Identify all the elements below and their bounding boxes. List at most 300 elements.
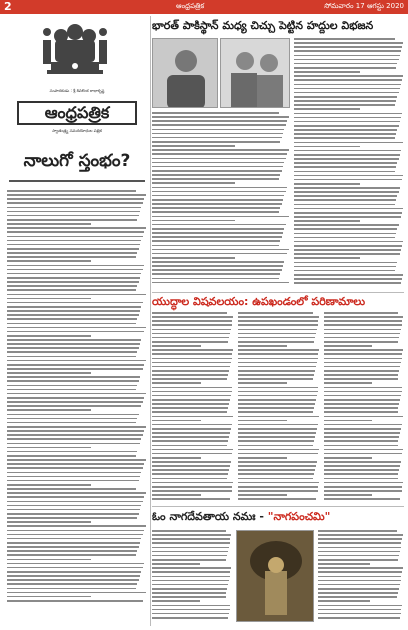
text-line: [294, 270, 395, 272]
text-line: [294, 67, 396, 69]
text-line: [152, 473, 228, 475]
text-line: [238, 395, 317, 397]
text-line: [7, 459, 146, 461]
text-line: [7, 463, 144, 465]
text-line: [7, 269, 143, 271]
left-column: [5, 16, 148, 626]
text-line: [152, 407, 228, 409]
text-line: [7, 318, 137, 320]
text-line: [294, 100, 396, 102]
text-line: [238, 411, 313, 413]
text-line: [318, 542, 401, 544]
text-line: [152, 534, 231, 536]
text-line: [7, 252, 137, 254]
text-line: [7, 542, 140, 544]
text-line: [7, 335, 91, 337]
text-line: [7, 484, 91, 486]
text-line: [324, 391, 402, 393]
text-line: [152, 265, 283, 267]
text-line: [318, 596, 397, 598]
text-line: [238, 374, 314, 376]
text-line: [152, 203, 282, 205]
text-line: [152, 403, 229, 405]
text-line: [152, 158, 286, 160]
text-line: [152, 391, 232, 393]
text-line: [324, 465, 400, 467]
text-line: [294, 55, 400, 57]
text-line: [324, 469, 399, 471]
text-line: [152, 269, 282, 271]
text-line: [152, 362, 231, 364]
text-line: [294, 195, 397, 197]
text-line: [152, 609, 230, 611]
text-line: [324, 449, 403, 451]
text-line: [324, 486, 402, 488]
text-line: [294, 129, 397, 131]
text-line: [318, 530, 397, 532]
text-line: [7, 256, 136, 258]
text-line: [294, 108, 360, 110]
text-line: [7, 331, 144, 333]
text-line: [152, 428, 231, 430]
text-line: [318, 567, 403, 569]
story-2-headline: యుద్ధాల విషవలయం: ఉపఖండంలో పరిణామాలు: [152, 292, 404, 310]
text-line: [7, 236, 143, 238]
text-line: [294, 63, 397, 65]
text-line: [152, 358, 232, 360]
text-line: [7, 190, 136, 192]
text-line: [152, 432, 230, 434]
text-line: [294, 96, 397, 98]
story-3-photo: [236, 530, 314, 622]
text-line: [294, 79, 402, 81]
text-line: [152, 461, 231, 463]
text-line: [318, 605, 402, 607]
story-3-text-a: [152, 530, 232, 621]
text-line: [324, 337, 399, 339]
text-line: [294, 84, 401, 86]
text-line: [152, 469, 229, 471]
text-line: [152, 282, 289, 284]
text-line: [324, 420, 372, 422]
text-line: [324, 453, 402, 455]
text-line: [152, 249, 289, 251]
text-line: [7, 227, 146, 229]
text-line: [152, 530, 226, 532]
text-line: [152, 149, 289, 151]
text-line: [7, 223, 91, 225]
text-line: [152, 567, 231, 569]
text-line: [324, 432, 400, 434]
text-line: [7, 194, 146, 196]
text-line: [294, 278, 402, 280]
text-line: [152, 580, 229, 582]
text-line: [324, 320, 402, 322]
text-line: [318, 592, 398, 594]
text-line: [152, 424, 232, 426]
text-line: [318, 617, 400, 619]
text-line: [152, 555, 227, 557]
text-line: [7, 302, 143, 304]
text-line: [238, 486, 318, 488]
text-line: [324, 440, 398, 442]
text-line: [318, 571, 402, 573]
text-line: [7, 488, 136, 490]
text-line: [7, 372, 91, 374]
text-line: [238, 387, 318, 389]
text-line: [238, 453, 318, 455]
text-line: [7, 343, 140, 345]
column-body-text: [7, 190, 147, 604]
issue-date: సోమవారం 17 ఆగస్టు 2020: [324, 2, 404, 10]
text-line: [324, 403, 399, 405]
text-line: [152, 333, 230, 335]
text-line: [7, 567, 143, 569]
text-line: [152, 162, 284, 164]
story-3-headline-part1: ఓం నాగదేవతాయ నమః -: [152, 510, 268, 523]
text-line: [152, 112, 279, 114]
text-line: [152, 329, 231, 331]
text-line: [324, 395, 401, 397]
text-line: [152, 559, 226, 561]
text-line: [294, 175, 403, 177]
text-line: [238, 494, 287, 496]
text-line: [7, 592, 146, 594]
text-line: [152, 129, 284, 131]
text-line: [7, 207, 141, 209]
text-line: [152, 576, 230, 578]
text-line: [324, 445, 398, 447]
text-line: [7, 414, 139, 416]
text-line: [152, 224, 286, 226]
text-line: [152, 245, 279, 247]
text-line: [7, 339, 141, 341]
story-1-text-a: [152, 112, 290, 286]
text-line: [318, 559, 398, 561]
text-line: [7, 306, 141, 308]
text-line: [324, 478, 398, 480]
text-line: [294, 146, 360, 148]
text-line: [152, 395, 231, 397]
text-line: [324, 490, 402, 492]
text-line: [152, 563, 200, 565]
text-line: [294, 224, 399, 226]
text-line: [318, 534, 403, 536]
text-line: [324, 457, 372, 459]
text-line: [7, 538, 141, 540]
text-line: [7, 409, 91, 411]
text-line: [7, 360, 146, 362]
text-line: [294, 274, 403, 276]
text-line: [152, 153, 287, 155]
text-line: [152, 494, 201, 496]
text-line: [7, 273, 141, 275]
text-line: [294, 183, 360, 185]
text-line: [7, 231, 144, 233]
text-line: [152, 261, 284, 263]
story-1-headline: భారత్ పాకిస్థాన్ మధ్య చిచ్చు పెట్టిన హద్దుల విభజన: [152, 19, 374, 32]
text-line: [238, 399, 316, 401]
story-2-text-a: [152, 312, 234, 502]
text-line: [294, 166, 396, 168]
text-line: [152, 440, 228, 442]
text-line: [152, 273, 280, 275]
story-2-text-b: [238, 312, 320, 502]
text-line: [294, 121, 400, 123]
text-line: [152, 382, 201, 384]
text-line: [152, 378, 227, 380]
text-line: [152, 195, 284, 197]
text-line: [324, 374, 398, 376]
text-line: [238, 420, 287, 422]
story-2-text-c: [324, 312, 404, 502]
text-line: [238, 424, 318, 426]
text-line: [152, 478, 227, 480]
story-1-text-b: [294, 38, 404, 286]
text-line: [7, 430, 144, 432]
text-line: [7, 368, 143, 370]
text-line: [152, 353, 232, 355]
text-line: [324, 416, 403, 418]
masthead-title: ఆంధ్రపత్రిక: [17, 101, 137, 125]
text-line: [7, 265, 144, 267]
text-line: [152, 453, 232, 455]
text-line: [294, 282, 401, 284]
text-line: [294, 199, 396, 201]
text-line: [152, 116, 289, 118]
text-line: [7, 447, 91, 449]
text-line: [324, 324, 402, 326]
text-line: [7, 327, 146, 329]
text-line: [7, 571, 141, 573]
text-line: [294, 162, 397, 164]
text-line: [294, 59, 399, 61]
text-line: [238, 449, 319, 451]
text-line: [7, 401, 143, 403]
text-line: [7, 559, 91, 561]
text-line: [7, 289, 136, 291]
text-line: [7, 563, 144, 565]
text-line: [7, 215, 139, 217]
text-line: [324, 362, 401, 364]
masthead-subtitle: సంపాదకుడు : శ్రీ శివలెంక రాధాకృష్ణ: [49, 88, 105, 93]
text-line: [7, 530, 144, 532]
text-line: [238, 403, 315, 405]
text-line: [152, 278, 279, 280]
text-line: [7, 546, 139, 548]
text-line: [238, 316, 319, 318]
text-line: [7, 364, 144, 366]
text-line: [152, 187, 287, 189]
text-line: [152, 349, 233, 351]
text-line: [152, 486, 232, 488]
text-line: [324, 378, 398, 380]
text-line: [152, 436, 229, 438]
text-line: [152, 542, 230, 544]
text-line: [152, 253, 287, 255]
text-line: [238, 461, 317, 463]
text-line: [7, 298, 91, 300]
text-line: [152, 170, 282, 172]
text-line: [294, 46, 402, 48]
text-line: [324, 473, 398, 475]
text-line: [238, 312, 313, 314]
text-line: [238, 445, 313, 447]
text-line: [7, 294, 146, 296]
text-line: [152, 588, 227, 590]
text-line: [152, 182, 235, 184]
text-line: [152, 584, 228, 586]
text-line: [324, 349, 403, 351]
text-line: [152, 232, 283, 234]
text-line: [7, 583, 137, 585]
text-line: [7, 376, 140, 378]
story-3-headline: [152, 506, 404, 526]
text-line: [238, 378, 313, 380]
text-line: [7, 244, 140, 246]
text-line: [7, 434, 143, 436]
text-line: [152, 316, 233, 318]
text-line: [318, 613, 401, 615]
text-line: [324, 333, 400, 335]
text-line: [294, 142, 403, 144]
text-line: [238, 324, 318, 326]
text-line: [324, 407, 398, 409]
text-line: [152, 199, 283, 201]
text-line: [152, 490, 232, 492]
text-line: [7, 356, 136, 358]
text-line: [7, 418, 137, 420]
text-line: [7, 281, 139, 283]
text-line: [152, 416, 233, 418]
text-line: [294, 233, 396, 235]
text-line: [152, 600, 200, 602]
text-line: [152, 228, 284, 230]
text-line: [318, 600, 370, 602]
story-3-text-b: [318, 530, 404, 621]
text-line: [238, 353, 318, 355]
lions-emblem-icon: [25, 20, 125, 84]
text-line: [238, 362, 317, 364]
text-line: [238, 440, 314, 442]
text-line: [294, 237, 395, 239]
text-line: [152, 592, 226, 594]
story-3-headline-part2: "నాగపంచమి": [267, 510, 331, 523]
text-line: [7, 588, 136, 590]
text-line: [324, 312, 398, 314]
text-line: [238, 490, 318, 492]
column-divider: [150, 16, 151, 626]
text-line: [152, 571, 230, 573]
text-line: [294, 245, 402, 247]
text-line: [152, 370, 229, 372]
text-line: [152, 257, 235, 259]
text-line: [238, 370, 315, 372]
text-line: [318, 584, 400, 586]
text-line: [7, 426, 146, 428]
text-line: [294, 241, 403, 243]
story-1-photo-mid: [220, 38, 290, 108]
text-line: [238, 329, 317, 331]
column-title: నాలుగో స్తంభం?: [9, 142, 145, 182]
text-line: [7, 198, 144, 200]
text-line: [324, 399, 400, 401]
text-line: [152, 124, 286, 126]
text-line: [324, 436, 399, 438]
text-line: [152, 137, 282, 139]
text-line: [7, 501, 143, 503]
text-line: [7, 310, 140, 312]
text-line: [152, 498, 230, 500]
text-line: [238, 407, 314, 409]
text-line: [318, 609, 401, 611]
text-line: [152, 178, 279, 180]
text-line: [294, 88, 400, 90]
text-line: [152, 240, 280, 242]
text-line: [318, 555, 399, 557]
text-line: [324, 482, 403, 484]
text-line: [238, 345, 287, 347]
text-line: [7, 534, 143, 536]
text-line: [152, 613, 229, 615]
text-line: [318, 547, 401, 549]
text-line: [324, 428, 401, 430]
text-line: [318, 580, 401, 582]
masthead-tagline: స్వాతంత్ర్య సమరయోధుల పత్రిక: [52, 128, 102, 133]
text-line: [152, 207, 280, 209]
text-line: [7, 380, 139, 382]
text-line: [238, 349, 319, 351]
text-line: [7, 285, 137, 287]
text-line: [294, 249, 401, 251]
text-line: [324, 358, 402, 360]
text-line: [7, 323, 136, 325]
text-line: [324, 498, 400, 500]
text-line: [294, 158, 399, 160]
text-line: [294, 228, 397, 230]
text-line: [294, 220, 360, 222]
text-line: [294, 71, 360, 73]
text-line: [324, 366, 400, 368]
text-line: [7, 438, 141, 440]
text-line: [294, 191, 399, 193]
text-line: [318, 551, 400, 553]
text-line: [294, 187, 400, 189]
page-number: 2: [4, 0, 12, 13]
text-line: [7, 389, 136, 391]
text-line: [294, 216, 401, 218]
text-line: [324, 345, 372, 347]
text-line: [7, 476, 140, 478]
text-line: [238, 341, 314, 343]
text-line: [238, 366, 316, 368]
text-line: [294, 113, 402, 115]
text-line: [7, 517, 137, 519]
text-line: [324, 461, 401, 463]
text-line: [7, 314, 139, 316]
text-line: [152, 345, 201, 347]
text-line: [294, 137, 395, 139]
text-line: [152, 547, 229, 549]
text-line: [238, 337, 315, 339]
text-line: [7, 385, 137, 387]
text-line: [238, 358, 318, 360]
text-line: [7, 505, 141, 507]
text-line: [324, 341, 398, 343]
text-line: [152, 617, 228, 619]
text-line: [152, 320, 232, 322]
text-line: [7, 579, 139, 581]
